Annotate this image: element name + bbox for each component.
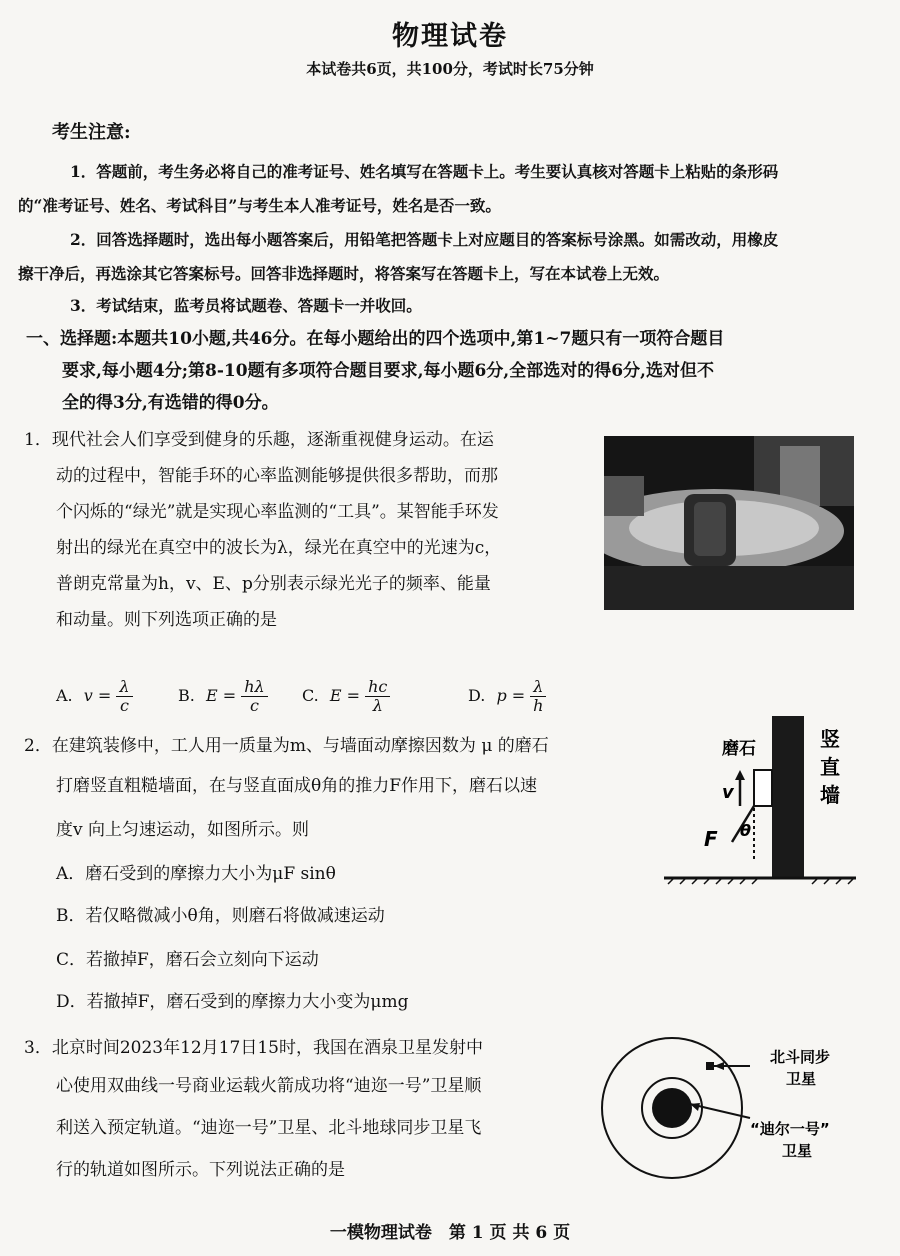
page-footer: 一模物理试卷 第 1 页 共 6 页	[329, 1223, 571, 1243]
q2-option-a: A．磨石受到的摩擦力大小为μF sinθ	[56, 864, 336, 884]
wall-label-2: 直	[820, 755, 840, 779]
q1-option-c: C. E = $\frac{hc}{\lambda}$	[302, 678, 390, 715]
dier-label-1: “迪尔一号”	[750, 1120, 830, 1138]
q2-option-b: B．若仅略微减小θ角，则磨石将做减速运动	[56, 906, 385, 926]
q1-option-b: B. E = $\frac{h\lambda}{c}$	[178, 678, 268, 715]
grinding-stone-figure	[660, 712, 860, 894]
exam-info: 本试卷共6页，共100分，考试时长75分钟	[306, 60, 594, 78]
q1-option-a: A. v = $\frac{\lambda}{c}$	[56, 678, 133, 715]
section-1-line-2: 要求,每小题4分;第8-10题有多项符合题目要求,每小题6分,全部选对的得6分,选对但不	[62, 361, 714, 381]
notice-item-1-line-1: 1．答题前，考生务必将自己的准考证号、姓名填写在答题卡上。考生要认真核对答题卡上粘贴的条形码	[70, 162, 779, 181]
section-1-line-1: 一、选择题:本题共10小题,共46分。在每小题给出的四个选项中,第1~7题只有一项符合题目	[26, 329, 725, 349]
notice-heading: 考生注意:	[52, 122, 131, 143]
section-1-line-3: 全的得3分,有选错的得0分。	[62, 393, 279, 413]
stone-label: 磨石	[722, 739, 756, 759]
q3-line-2: 心使用双曲线一号商业运载火箭成功将“迪迩一号”卫星顺	[56, 1076, 482, 1096]
q1-line-4: 射出的绿光在真空中的波长为λ，绿光在真空中的光速为c，	[56, 538, 502, 558]
q2-option-d: D．若撤掉F，磨石受到的摩擦力大小变为μmg	[56, 992, 409, 1012]
notice-item-3: 3．考试结束，监考员将试题卷、答题卡一并收回。	[70, 296, 422, 315]
notice-item-1-line-2: 的“准考证号、姓名、考试科目”与考生本人准考证号，姓名是否一致。	[18, 196, 501, 215]
notice-item-2-line-1: 2．回答选择题时，选出每小题答案后，用铅笔把答题卡上对应题目的答案标号涂黑。如需改动，用橡皮	[70, 230, 779, 249]
dier-label-2: 卫星	[782, 1142, 813, 1160]
f-label: F	[704, 827, 718, 851]
q3-line-1: 3．北京时间2023年12月17日15时，我国在酒泉卫星发射中	[24, 1038, 483, 1058]
beidou-label-2: 卫星	[786, 1070, 817, 1088]
q1-line-3: 个闪烁的“绿光”就是实现心率监测的“工具”。某智能手环发	[56, 502, 499, 522]
q2-line-3: 度v 向上匀速运动，如图所示。则	[56, 820, 310, 840]
q3-line-3: 利送入预定轨道。“迪迩一号”卫星、北斗地球同步卫星飞	[56, 1118, 482, 1138]
wall-label-3: 墙	[820, 783, 840, 807]
page-title: 物理试卷	[392, 21, 508, 52]
grinding-stone	[754, 770, 772, 806]
theta-label: θ	[740, 821, 751, 840]
q2-line-1: 2．在建筑装修中，工人用一质量为m、与墙面动摩擦因数为 μ 的磨石	[24, 736, 549, 756]
q1-option-d: D. p = $\frac{\lambda}{h}$	[468, 678, 546, 715]
beidou-satellite	[706, 1062, 714, 1070]
q1-line-1: 1．现代社会人们享受到健身的乐趣，逐渐重视健身运动。在运	[24, 430, 494, 450]
beidou-label-1: 北斗同步	[770, 1048, 831, 1066]
q2-option-c: C．若撤掉F，磨石会立刻向下运动	[56, 950, 319, 970]
v-label: v	[722, 782, 734, 803]
vertical-wall	[772, 716, 804, 878]
q1-line-6: 和动量。则下列选项正确的是	[56, 610, 277, 630]
q3-line-4: 行的轨道如图所示。下列说法正确的是	[56, 1160, 345, 1180]
q1-line-5: 普朗克常量为h，v、E、p分别表示绿光光子的频率、能量	[56, 574, 491, 594]
wall-label-1: 竖	[820, 727, 840, 751]
notice-item-2-line-2: 擦干净后，再选涂其它答案标号。回答非选择题时，将答案写在答题卡上，写在本试卷上无效。	[18, 264, 670, 283]
q1-line-2: 动的过程中，智能手环的心率监测能够提供很多帮助，而那	[56, 466, 498, 486]
q2-line-2: 打磨竖直粗糙墙面，在与竖直面成θ角的推力F作用下，磨石以速	[56, 776, 538, 796]
satellite-orbit-figure	[600, 1028, 890, 1198]
earth	[652, 1088, 692, 1128]
smart-band-photo	[604, 436, 854, 610]
